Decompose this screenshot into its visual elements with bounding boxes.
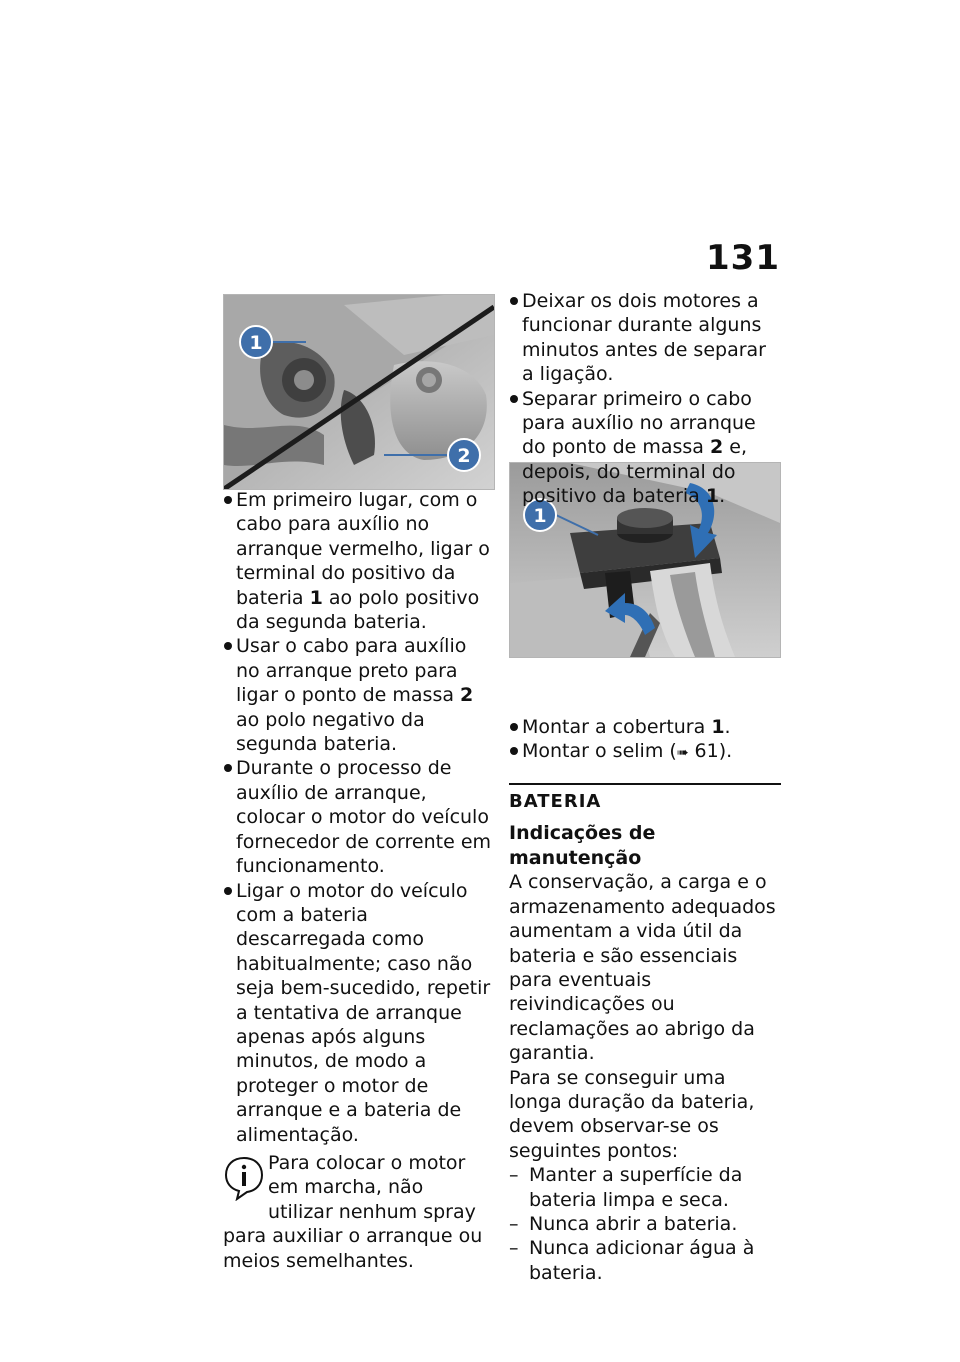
note-text: Para colocar o motor em marcha, não utilizar nenhum spray para auxiliar o arranque ou meios semelhantes. <box>223 1151 483 1272</box>
maintenance-list <box>509 1163 781 1285</box>
list-item: Em primeiro lugar, com o cabo para auxílio no arranque vermelho, ligar o terminal do positivo da bateria 1 ao polo positivo da segunda bateria. <box>223 488 493 634</box>
list-item: – Manter a superfície da bateria limpa e seca. <box>509 1163 781 1212</box>
reassembly-steps <box>509 715 781 766</box>
list-item: Deixar os dois motores a funcionar durante alguns minutos antes de separar a ligação. <box>509 289 781 387</box>
engine-illustration <box>224 295 494 489</box>
list-item: Usar o cabo para auxílio no arranque preto para ligar o ponto de massa 2 ao polo negativo da segunda bateria. <box>223 634 493 756</box>
info-icon <box>223 1155 265 1201</box>
list-item: Montar o selim (➠ 61). <box>509 739 781 765</box>
jump-start-steps <box>223 488 493 1147</box>
page-ref-arrow-icon: ➠ <box>676 745 689 762</box>
list-item: Ligar o motor do veículo com a bateria descarregada como habitualmente; caso não seja bem-sucedido, repetir a tentativa de arranque apenas após alguns minutos, de modo a proteger o motor de arranque e a bateria de alimentação. <box>223 879 493 1147</box>
section-divider <box>509 783 781 1285</box>
engine-figure <box>223 294 495 490</box>
figure1-callout-1: 1 <box>249 332 263 354</box>
jump-start-finish-steps <box>509 289 781 509</box>
info-note <box>223 1151 493 1273</box>
left-column <box>223 488 493 1273</box>
right-column <box>509 289 781 1285</box>
page-reference-link[interactable]: 61 <box>688 740 719 763</box>
figure2-callout-1: 1 <box>533 505 547 527</box>
page-number: 131 <box>706 238 780 278</box>
list-item: Separar primeiro o cabo para auxílio no arranque do ponto de massa 2 e, depois, do terminal do positivo da bateria 1. <box>509 387 781 509</box>
paragraph: Para se conseguir uma longa duração da bateria, devem observar-se os seguintes pontos: <box>509 1066 755 1162</box>
subsection-title: Indicações de manutenção <box>509 822 656 869</box>
list-item: Montar a cobertura 1. <box>509 715 781 739</box>
section-title: BATERIA <box>509 791 602 813</box>
list-item: – Nunca abrir a bateria. <box>509 1212 781 1236</box>
figure1-callout-2: 2 <box>457 445 471 467</box>
list-item: – Nunca adicionar água à bateria. <box>509 1236 781 1285</box>
list-item: Durante o processo de auxílio de arranque, colocar o motor do veículo fornecedor de corrente em funcionamento. <box>223 756 493 878</box>
paragraph: A conservação, a carga e o armazenamento adequados aumentam a vida útil da bateria e são essenciais para eventuais reivindicações ou reclamações ao abrigo da garantia. <box>509 871 776 1065</box>
figure-spacer <box>509 509 781 715</box>
